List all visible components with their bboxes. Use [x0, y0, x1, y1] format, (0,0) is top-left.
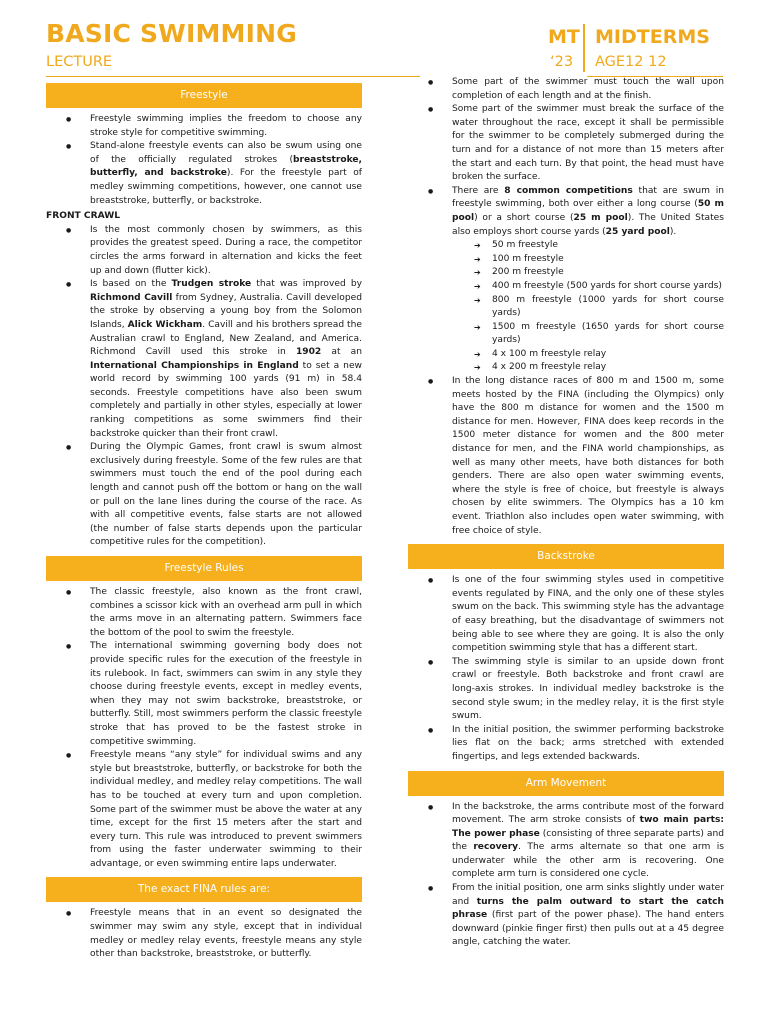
text-run: at an — [321, 347, 362, 358]
text-run: (consisting of three separate parts) and the — [452, 828, 724, 853]
bold-text: Alick Wickham — [127, 319, 203, 330]
list-item: ● Freestyle swimming implies the freedom to choose any stroke style for competitive swimming. — [90, 113, 362, 140]
event-item: ➔ 4 x 200 m freestyle relay — [492, 361, 724, 375]
page-title: BASIC SWIMMING — [46, 19, 297, 48]
event-item: ➔ 1500 m freestyle (1650 yards for short course yards) — [492, 321, 724, 348]
text-run: from Sydney, Australia. Cavill developed the stroke by observing a young boy from the Solomon Islands, — [90, 292, 363, 330]
list-item — [452, 801, 724, 883]
list-item: ● In the long distance races of 800 m and 1500 m, some meets hosted by the FINA (including the Olympics) only have the 800 m distance for women and the 1500 m distance for men. However, FINA does keep records in the 1500 meter distance for women and the 800 meter distance for men, and the FINA world championships, as well as many other meets, have both distances for both genders. There are also open water swimming events, where the style is free of choice, but freestyle is always chosen by elite swimmers. The Olympics has a 10 km event. Triathlon also includes open water swimming, with free choice of style. — [452, 375, 724, 538]
arm-movement-list — [408, 801, 724, 951]
freestyle-list — [46, 113, 362, 208]
text-run: ). — [669, 226, 677, 237]
text-run: Stand-alone freestyle events can also be swum using one of the officially regulated strokes ( — [90, 141, 362, 165]
text-run: ). For the freestyle part of medley swimming competitions, however, one cannot use breaststroke, butterfly, or backstroke. — [90, 168, 362, 206]
list-item: ● Is the most commonly chosen by swimmers, as this provides the greatest speed. During a race, the competitor circles the arms forward in alternation and kicks the feet up and down (flutter kick). — [90, 224, 362, 278]
subheading-front-crawl: FRONT CRAWL — [46, 211, 121, 222]
left-column — [46, 83, 362, 962]
list-item — [90, 278, 362, 441]
right-column — [408, 76, 724, 950]
header-age: AGE12 12 — [595, 54, 667, 70]
event-item: ➔ 100 m freestyle — [492, 253, 724, 267]
list-item: ● In the initial position, the swimmer performing backstroke lies flat on the back; arms stretched with extended fingertips, and legs extended backwards. — [452, 724, 724, 765]
text-run: . The arms alternate so that one arm is underwater while the other arm is recovering. One complete arm turn is considered one cycle. — [452, 842, 724, 880]
section-band-freestyle-rules: Freestyle Rules — [46, 556, 362, 581]
bold-text: two main parts: The power phase — [452, 815, 724, 839]
section-band-fina-rules: The exact FINA rules are: — [46, 877, 362, 902]
section-band-freestyle: Freestyle — [46, 83, 362, 108]
list-item: ● Some part of the swimmer must break the surface of the water throughout the race, except it shall be permissible for the swimmer to be completely submerged during the turn and for a distance of not more than 15 meters after the start and each turn. By that point, the head must have broken the surface. — [452, 103, 724, 185]
event-item: ➔ 4 x 100 m freestyle relay — [492, 348, 724, 362]
bold-text: Richmond Cavill — [90, 292, 173, 303]
bold-text: 50 m pool — [452, 199, 724, 223]
event-item: ➔ 200 m freestyle — [492, 266, 724, 280]
text-run: In the backstroke, the arms contribute most of the forward movement. The arm stroke consists of — [452, 801, 724, 826]
text-run: (first part of the power phase). The hand enters downward (pinkie finger first) then pulls out at a 45 degree angle, catching the water. — [452, 910, 724, 948]
section-band-backstroke: Backstroke — [408, 544, 724, 569]
bold-text: 1902 — [295, 347, 322, 358]
event-item: ➔ 400 m freestyle (500 yards for short course yards) — [492, 280, 724, 294]
list-item: ● The international swimming governing body does not provide specific rules for the execution of the freestyle in its rulebook. In fact, swimmers can swim in any style they choose during freestyle events, except in medley events, when they may not swim backstroke, breaststroke, or butterfly. Still, most swimmers perform the classic freestyle stroke that has proved to be the fastest stroke in competitive swimming. — [90, 640, 362, 749]
bold-text: 8 common competitions — [504, 185, 633, 196]
list-item: ● During the Olympic Games, front crawl is swum almost exclusively during freestyle. Some of the few rules are that swimmers must touch the end of the pool during each length and cannot push off the bottom or hang on the wall or pull on the lane lines during the course of the race. As with all competitive events, false starts are not allowed (the number of false starts depends upon the particular competitive rules for the competition). — [90, 441, 362, 550]
header-divider — [583, 24, 585, 72]
header-mt: MT — [548, 26, 580, 48]
text-run: that are swum in freestyle swimming, both over either a long course ( — [452, 185, 724, 210]
page-subtitle: LECTURE — [46, 54, 113, 70]
fina-rules-list — [46, 907, 362, 961]
header-rule-left — [46, 76, 420, 77]
text-run: ). The United States also employs short course yards ( — [452, 212, 724, 237]
list-item — [452, 882, 724, 950]
bold-text: breaststroke, butterfly, and backstroke — [90, 154, 362, 179]
list-item — [90, 140, 362, 208]
bold-text: Trudgen stroke — [171, 279, 252, 290]
list-item: ● Some part of the swimmer must touch the wall upon completion of each length and at the finish. — [452, 76, 724, 103]
section-band-arm-movement: Arm Movement — [408, 771, 724, 796]
event-item: ➔ 800 m freestyle (1000 yards for short course yards) — [492, 294, 724, 321]
list-item: ● Freestyle means that in an event so designated the swimmer may swim any style, except that in individual medley or medley relay events, freestyle means any style other than backstroke, breaststroke, or butterfly. — [90, 907, 362, 961]
bold-text: 25 yard pool — [605, 226, 670, 237]
text-run: that was improved by — [251, 279, 362, 290]
list-item: ● The swimming style is similar to an upside down front crawl or freestyle. Both backstroke and front crawl are long-axis strokes. In individual medley backstroke is the second style swum; in the medley relay, it is the first style swum. — [452, 656, 724, 724]
list-item — [452, 185, 724, 375]
bold-text: turns the palm outward to start the catch phrase — [452, 896, 725, 921]
text-run: There are — [452, 185, 505, 196]
backstroke-list — [408, 574, 724, 764]
text-run: From the initial position, one arm sinks slightly under water and — [452, 883, 724, 907]
event-item: ➔ 50 m freestyle — [492, 239, 724, 253]
header-midterms: MIDTERMS — [595, 26, 710, 48]
bold-text: recovery — [473, 842, 519, 853]
list-item: ● Freestyle means “any style” for individual swims and any style but breaststroke, butterfly, or backstroke for both the individual medley, and medley relay competitions. The wall has to be touched at every turn and upon completion. Some part of the swimmer must be above the water at any time, except for the first 15 meters after the start and every turn. This rule was introduced to prevent swimmers from using the faster underwater swimming to their advantage, or even swimming entire laps underwater. — [90, 749, 362, 871]
fina-rules-continued-list — [408, 76, 724, 538]
text-run: to set a new world record by swimming 100 yards (91 m) in 58.4 seconds. Freestyle competitions have also been swum completely and partially in other styles, especially at lower ranking competitions as some swimmers find their backstroke quicker than their front crawl. — [90, 360, 362, 439]
list-item: ● Is one of the four swimming styles used in competitive events regulated by FINA, and the only one of these styles swum on the back. This swimming style has the advantage of easy breathing, but the disadvantage of swimmers not being able to see where they are going. It is also the only competition swimming style that has a different start. — [452, 574, 724, 656]
freestyle-rules-list — [46, 586, 362, 871]
bold-text: International Championships in England — [90, 360, 299, 371]
events-list — [452, 239, 724, 375]
text-run: . Cavill and his brothers spread the Australian crawl to England, New Zealand, and America. Richmond Cavill used this stroke in — [90, 319, 362, 358]
front-crawl-list — [46, 224, 362, 550]
header-year: ‘23 — [550, 54, 574, 70]
text-run: ) or a short course ( — [474, 212, 574, 223]
text-run: Is based on the — [90, 279, 172, 290]
list-item: ● The classic freestyle, also known as the front crawl, combines a scissor kick with an overhead arm pull in which the arms move in an alternating pattern. Swimmers face the bottom of the pool to swim the freestyle. — [90, 586, 362, 640]
bold-text: 25 m pool — [573, 212, 628, 223]
